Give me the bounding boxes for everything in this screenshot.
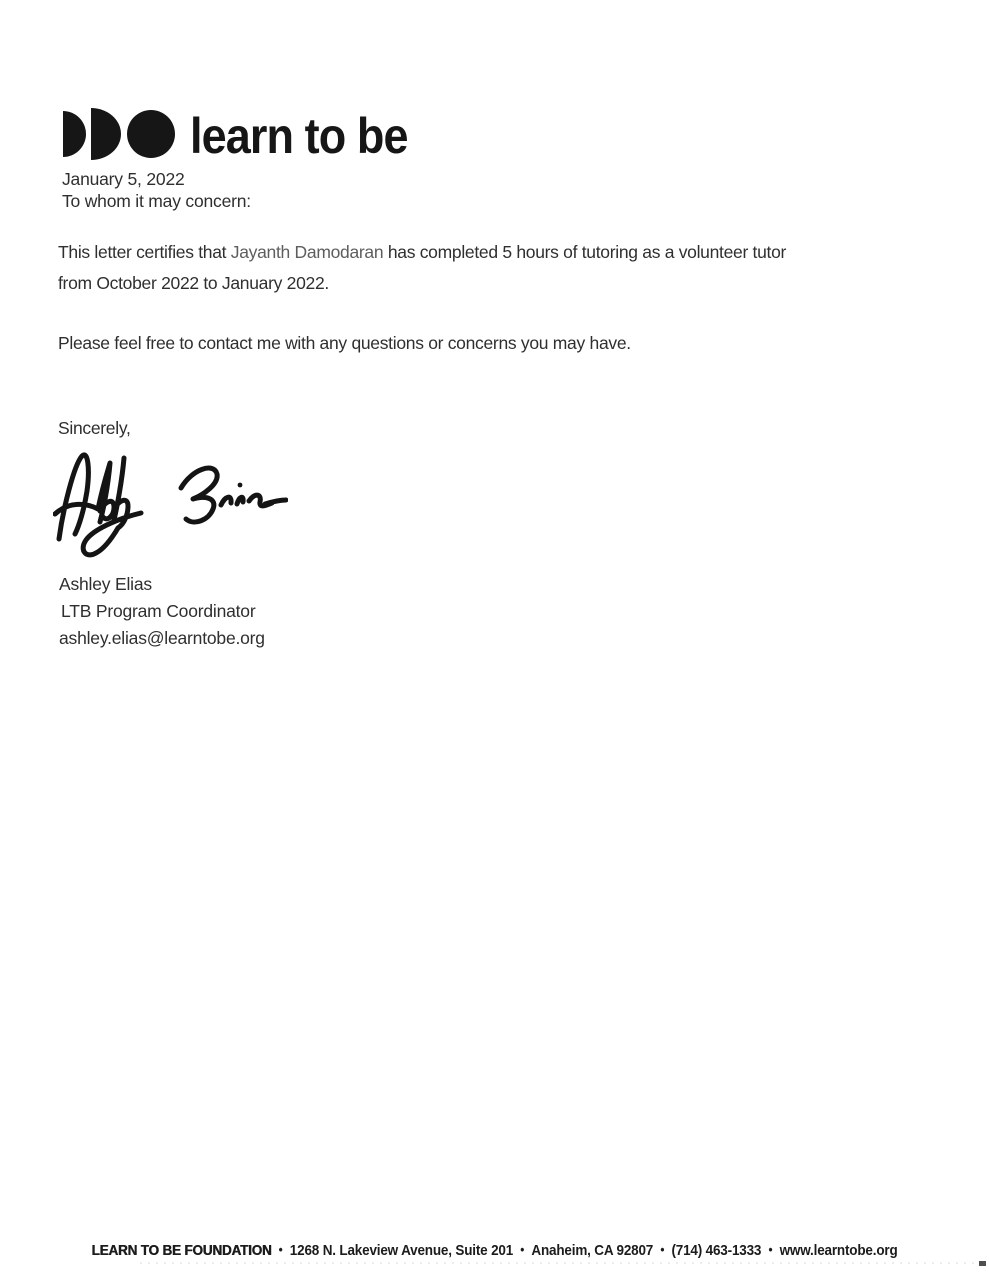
scan-noise-line [140,1262,985,1264]
logo-crescent-large [91,108,121,160]
logo-wordmark: learn to be [190,108,408,164]
certify-text-suffix: has completed 5 hours of tutoring as a volunteer tutor [383,242,787,262]
footer-bullet-icon: • [660,1242,665,1257]
volunteer-name: Jayanth Damodaran [230,242,384,262]
logo-crescent-small [63,111,86,157]
footer-address: 1268 N. Lakeview Avenue, Suite 201 [289,1242,514,1259]
footer-org-name: LEARN TO BE FOUNDATION [91,1242,272,1259]
signer-email: ashley.elias@learntobe.org [59,628,265,648]
signature-stroke-elias [181,468,286,522]
contact-line: Please feel free to contact me with any questions or concerns you may have. [58,333,631,353]
footer-city-state-zip: Anaheim, CA 92807 [531,1242,654,1259]
body-line-2: from October 2022 to January 2022. [58,273,329,293]
footer-bullet-icon: • [768,1242,773,1257]
logo-circle [127,110,175,158]
body-line-1 [58,242,786,263]
signer-name: Ashley Elias [59,574,152,594]
footer-bullet-icon: • [520,1242,525,1257]
scan-speck [979,1261,986,1266]
handwritten-signature [53,447,288,559]
footer-bullet-icon: • [278,1242,283,1257]
salutation: To whom it may concern: [62,191,251,211]
footer [49,1242,939,1259]
signature-i-dot [238,483,243,488]
footer-website: www.learntobe.org [779,1242,898,1259]
date-line: January 5, 2022 [62,169,185,189]
closing: Sincerely, [58,418,131,438]
footer-phone: (714) 463-1333 [671,1242,762,1259]
certify-text-prefix: This letter certifies that [58,242,231,262]
signer-title: LTB Program Coordinator [61,601,256,621]
signature-stroke-ashley [55,455,141,555]
learn-to-be-logomark-icon [62,107,180,161]
